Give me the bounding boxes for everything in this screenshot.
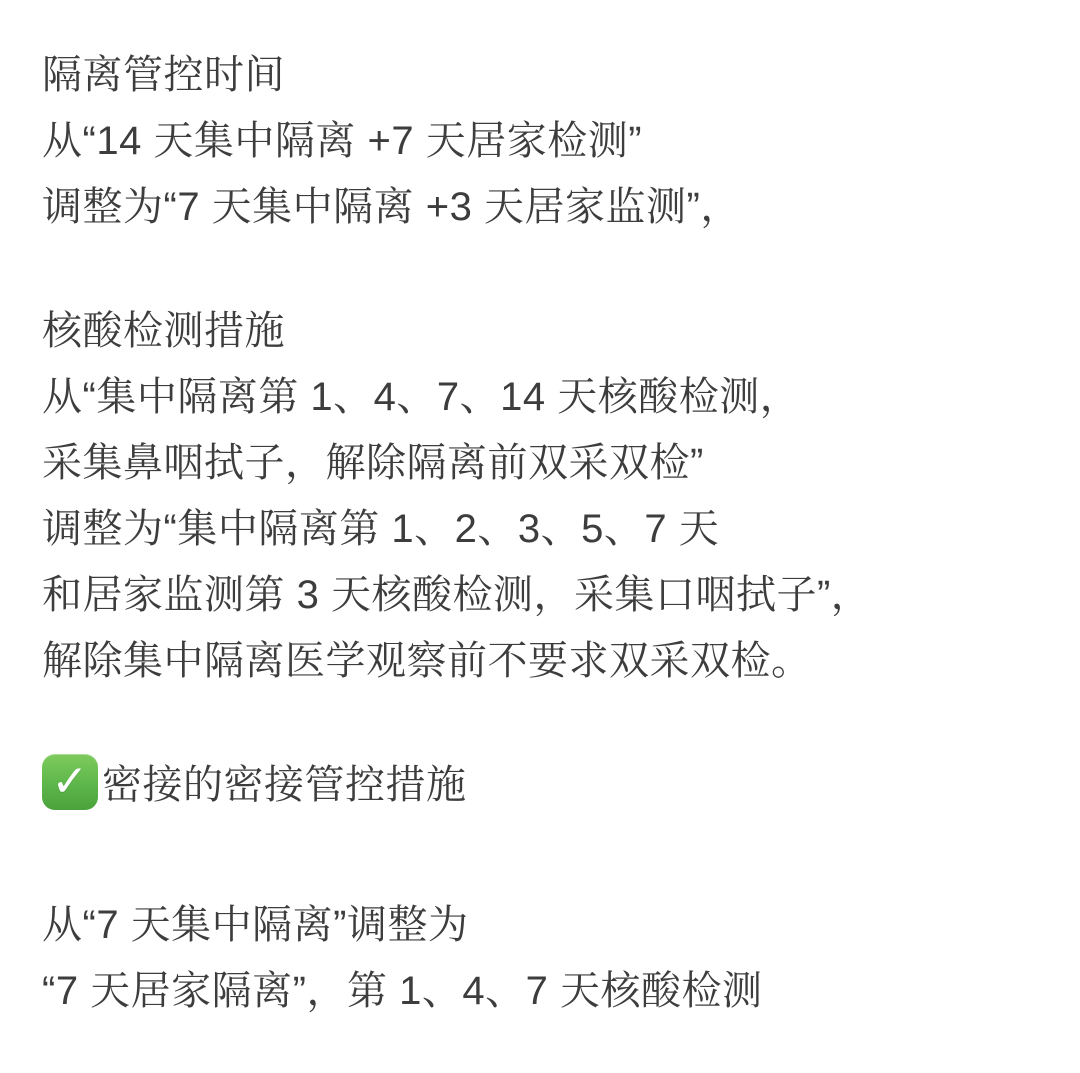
check-mark-glyph: ✓ [51,757,89,806]
isolation-time-old-policy: 从“14 天集中隔离 +7 天居家检测” [42,119,643,163]
close-contact-new-policy: “7 天居家隔离”，第 1、4、7 天核酸检测 [42,969,763,1013]
isolation-time-title: 隔离管控时间 [42,53,285,97]
close-contact-heading-line [42,752,1050,818]
nucleic-acid-new-policy-line2: 和居家监测第 3 天核酸检测，采集口咽拭子”， [42,573,872,617]
nucleic-acid-new-policy-line3: 解除集中隔离医学观察前不要求双采双检。 [42,639,812,683]
close-contact-old-policy: 从“7 天集中隔离”调整为 [42,903,469,947]
paragraph-close-contact-measures [42,892,1050,1024]
paragraph-nucleic-acid-measures [42,298,1050,694]
nucleic-acid-new-policy-line1: 调整为“集中隔离第 1、2、3、5、7 天 [42,507,720,551]
nucleic-acid-old-policy-line2: 采集鼻咽拭子，解除隔离前双采双检” [42,441,704,485]
close-contact-heading-text: 密接的密接管控措施 [102,763,467,807]
check-mark-icon [42,754,98,810]
paragraph-isolation-control-time [42,42,1050,240]
paragraph-close-contact-heading [42,752,1050,818]
isolation-time-new-policy: 调整为“7 天集中隔离 +3 天居家监测”， [42,185,741,229]
nucleic-acid-title: 核酸检测措施 [42,309,285,353]
nucleic-acid-old-policy-line1: 从“集中隔离第 1、4、7、14 天核酸检测， [42,375,801,419]
